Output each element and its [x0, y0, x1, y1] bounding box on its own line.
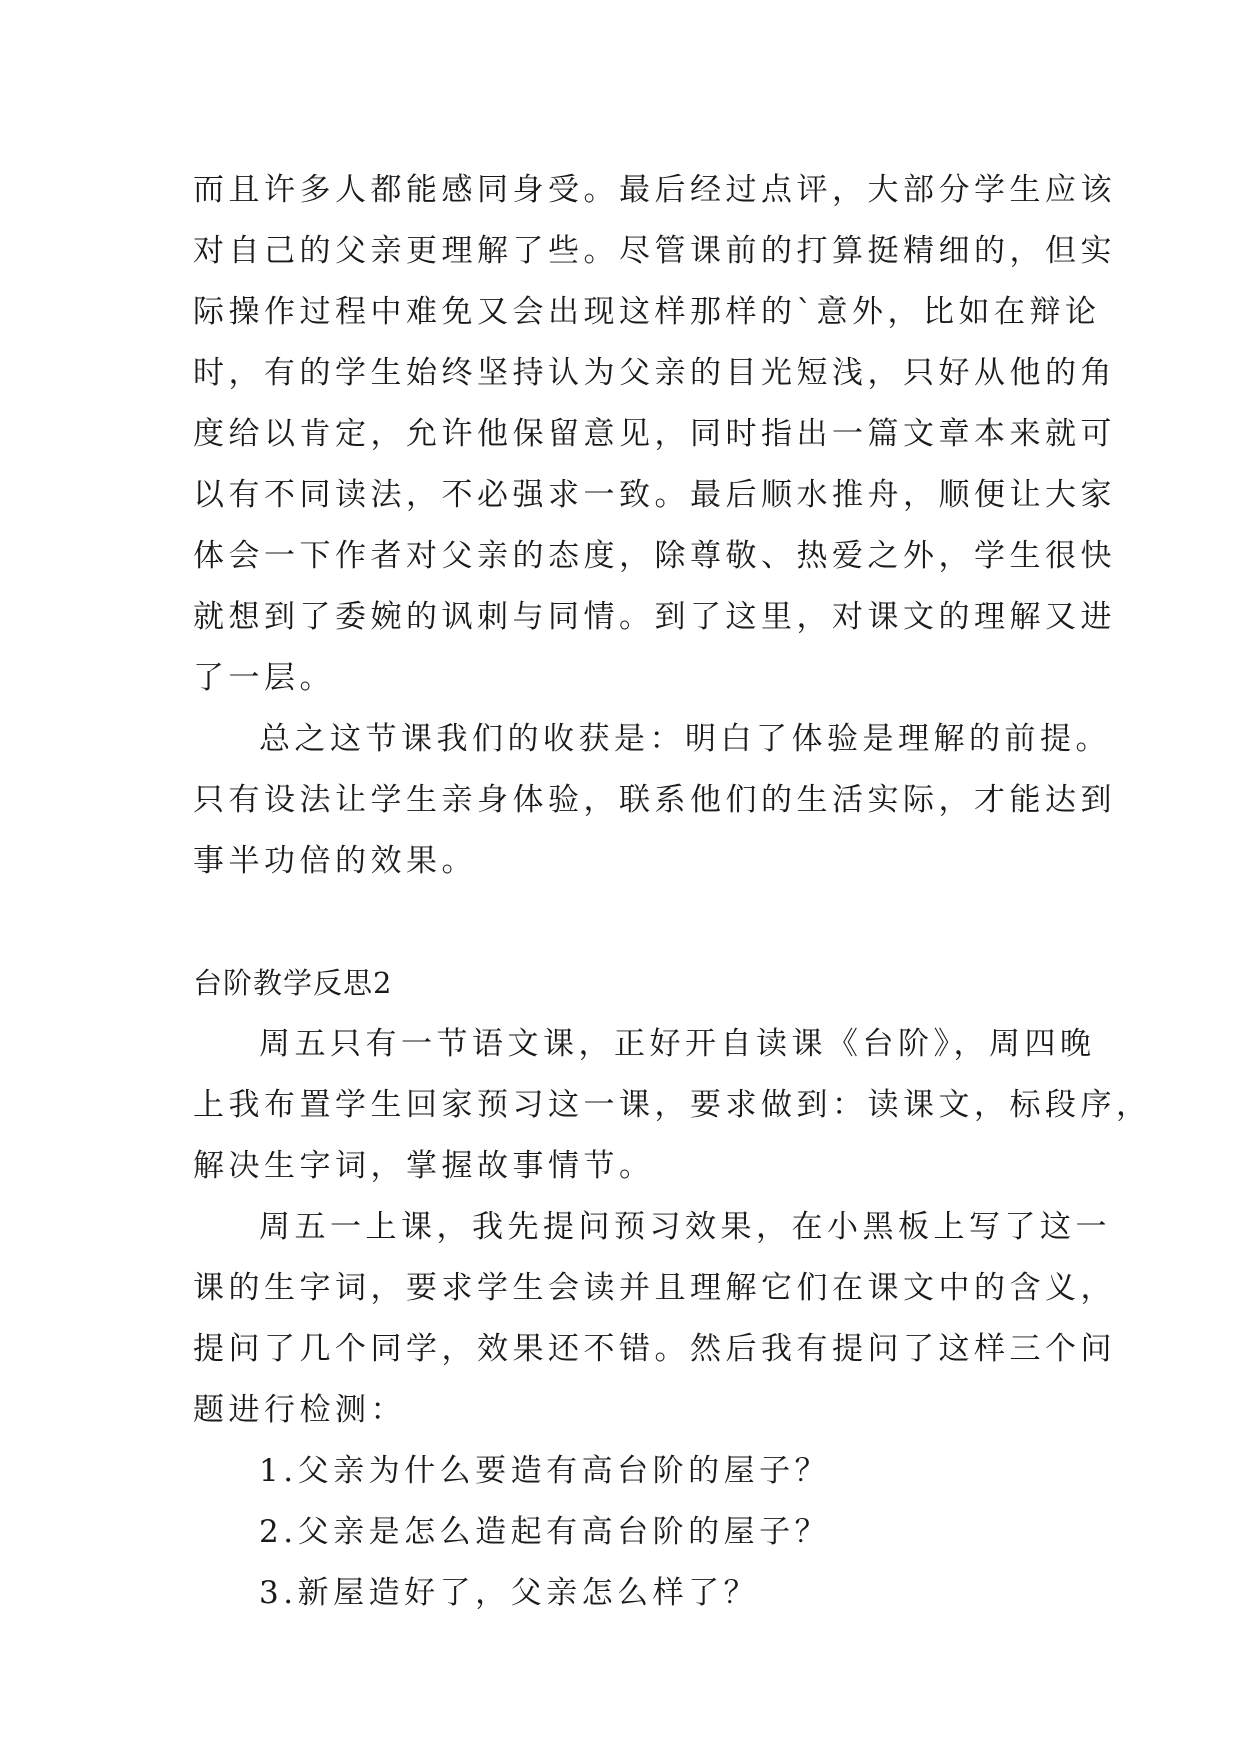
text-line: 对自己的父亲更理解了些。尽管课前的打算挺精细的，但实: [193, 233, 1116, 269]
document-page: [193, 160, 1152, 1624]
text-line: 总之这节课我们的收获是：明白了体验是理解的前提。: [259, 721, 1111, 757]
paragraph-4: [193, 1197, 1116, 1441]
text-line: 事半功倍的效果。: [193, 843, 477, 879]
text-line: 际操作过程中难免又会出现这样那样的`意外，比如在辩论: [193, 294, 1101, 330]
text-line: 而且许多人都能感同身受。最后经过点评，大部分学生应该: [193, 172, 1116, 208]
text-line: 解决生字词，掌握故事情节。: [193, 1148, 655, 1184]
text-line: 题进行检测：: [193, 1392, 406, 1428]
paragraph-2: [193, 709, 1116, 892]
text-line: 周五一上课，我先提问预习效果，在小黑板上写了这一: [259, 1209, 1111, 1245]
section-title: 台阶教学反思2: [193, 966, 393, 1000]
text-line: 就想到了委婉的讽刺与同情。到了这里，对课文的理解又进: [193, 599, 1116, 635]
text-line: 了一层。: [193, 660, 335, 696]
text-line: 周五只有一节语文课，正好开自读课《台阶》，周四晚: [259, 1026, 1096, 1062]
text-line: 提问了几个同学，效果还不错。然后我有提问了这样三个问: [193, 1331, 1116, 1367]
text-line: 上我布置学生回家预习这一课，要求做到：读课文，标段序，: [193, 1087, 1152, 1123]
text-line: 度给以肯定，允许他保留意见，同时指出一篇文章本来就可: [193, 416, 1116, 452]
question-item: 3.新屋造好了，父亲怎么样了？: [259, 1575, 760, 1611]
text-line: 只有设法让学生亲身体验，联系他们的生活实际，才能达到: [193, 782, 1116, 818]
paragraph-1: [193, 160, 1116, 709]
paragraph-3: [193, 1014, 1152, 1197]
blank-line: [193, 892, 1073, 953]
question-list: [193, 1441, 1073, 1624]
question-item: 2.父亲是怎么造起有高台阶的屋子？: [259, 1514, 831, 1550]
text-line: 以有不同读法，不必强求一致。最后顺水推舟，顺便让大家: [193, 477, 1116, 513]
text-line: 体会一下作者对父亲的态度，除尊敬、热爱之外，学生很快: [193, 538, 1116, 574]
question-item: 1.父亲为什么要造有高台阶的屋子？: [259, 1453, 831, 1489]
text-line: 时，有的学生始终坚持认为父亲的目光短浅，只好从他的角: [193, 355, 1116, 391]
text-line: 课的生字词，要求学生会读并且理解它们在课文中的含义，: [193, 1270, 1116, 1306]
